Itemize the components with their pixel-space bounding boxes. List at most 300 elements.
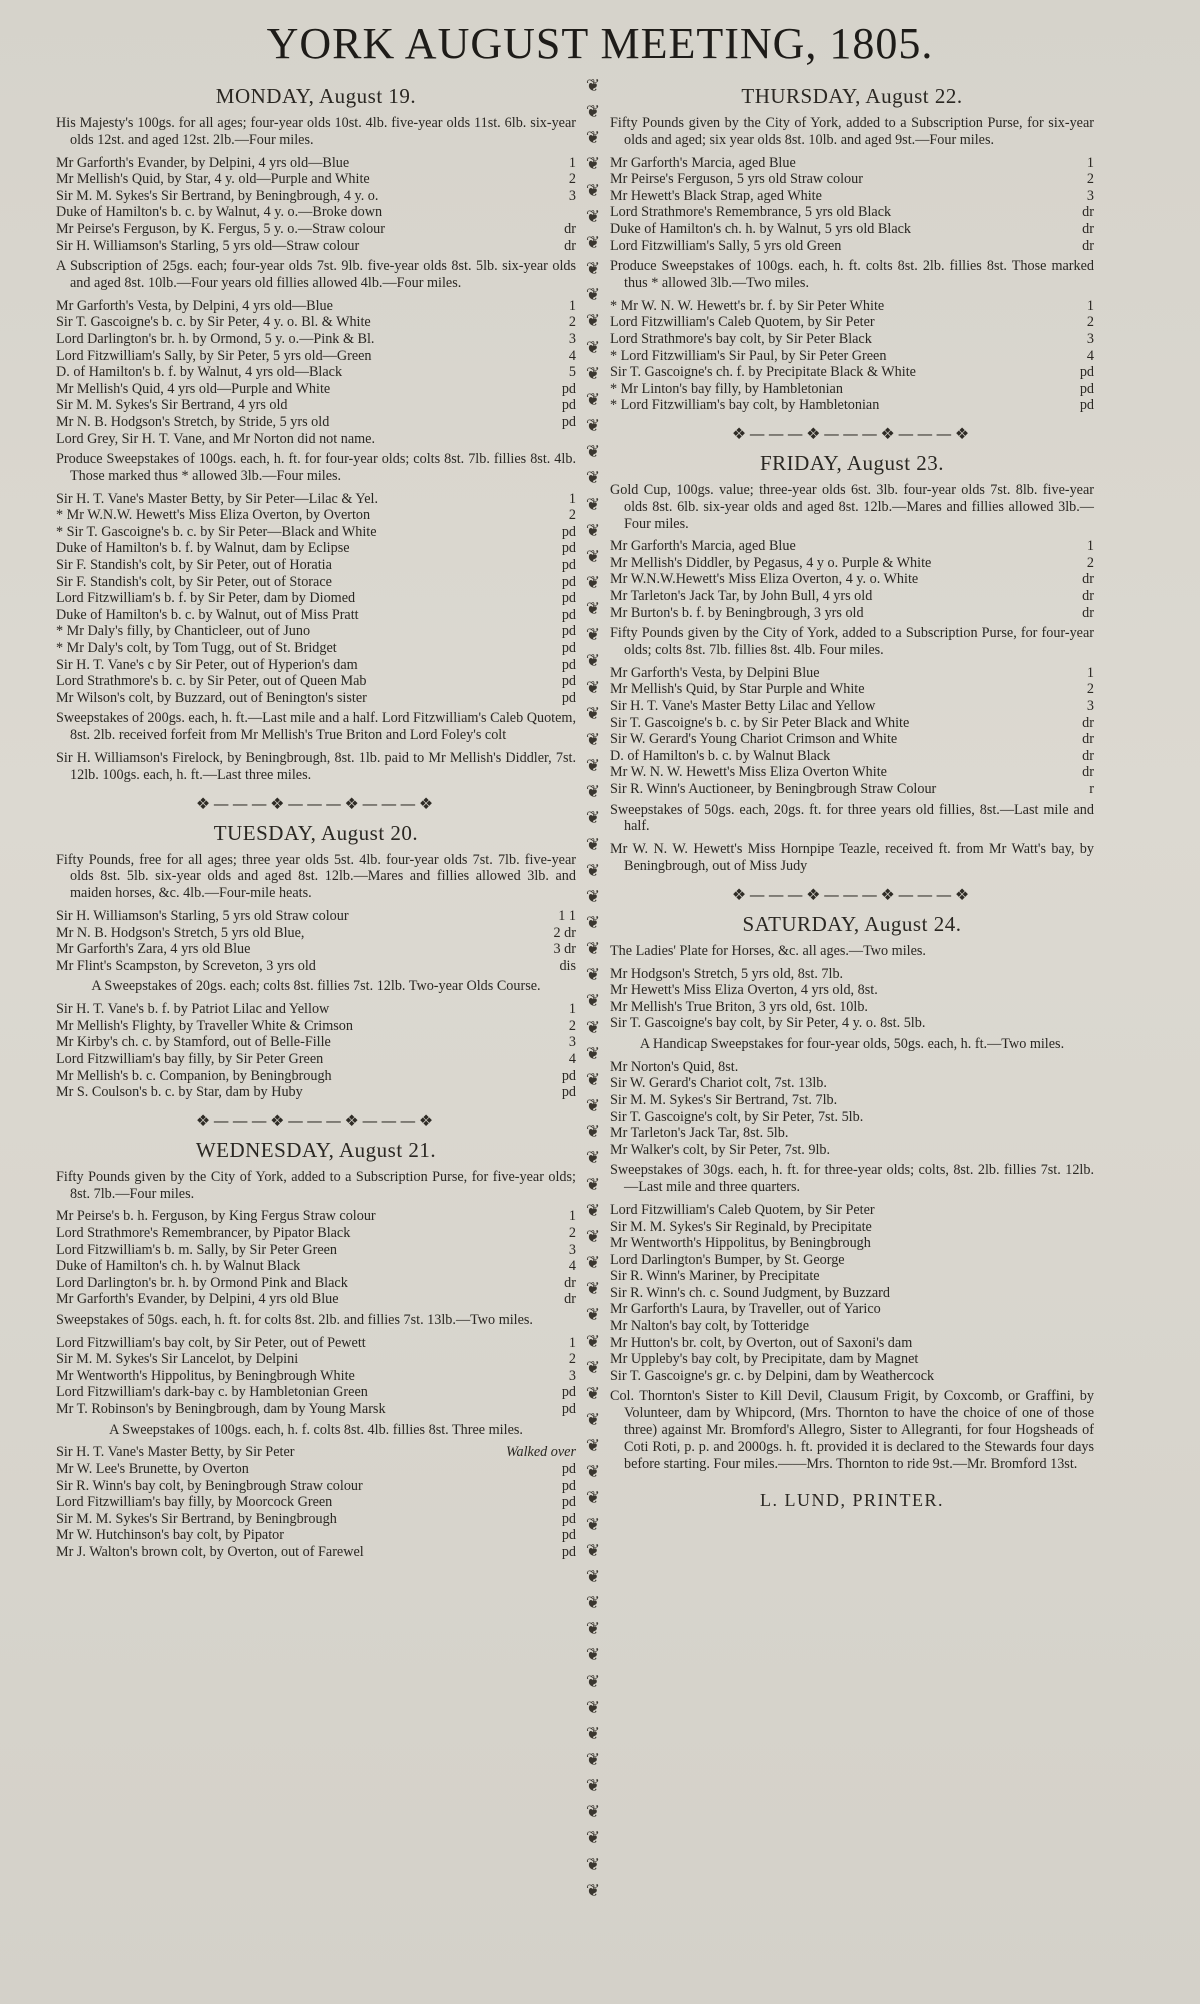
entry-row [610, 381, 1094, 398]
entry-text: Sir H. Williamson's Starling, 5 yrs old—Straw colour [56, 237, 360, 254]
entry-result: dr [1082, 731, 1094, 748]
entry-result: pd [561, 1527, 576, 1544]
entry-text: Sir T. Gascoigne's b. c. by Sir Peter, 4 y. o. Bl. & White [56, 314, 371, 331]
divider-ornament-icon: ❦ [585, 651, 601, 672]
entry-result [1066, 1351, 1094, 1368]
entry-row [56, 1401, 576, 1418]
entry-text: Mr W. N. W. Hewett's Miss Eliza Overton White [610, 764, 887, 781]
entry-row [610, 1219, 1094, 1236]
entry-row [56, 1051, 576, 1068]
entry-row [56, 640, 576, 657]
divider-ornament-icon: ❦ [585, 1514, 601, 1535]
entry-result: dr [564, 237, 576, 254]
entry-result: pd [561, 1461, 576, 1478]
entry-row [610, 538, 1094, 555]
divider-ornament-icon: ❦ [585, 913, 601, 933]
entry-result: 2 [568, 1224, 576, 1241]
entry-text: Mr N. B. Hodgson's Stretch, 5 yrs old Blue, [56, 924, 305, 941]
entry-row [56, 314, 576, 331]
divider-ornament-icon: ❦ [585, 520, 601, 541]
divider-ornament-icon: ❦ [585, 494, 601, 515]
entry-text: Mr Peirse's b. h. Ferguson, by King Fergus Straw colour [56, 1208, 376, 1225]
entry-row [610, 1335, 1094, 1352]
entry-row [56, 690, 576, 707]
race-conditions: Fifty Pounds, free for all ages; three year olds 5st. 4lb. four-year olds 7st. 7lb. five-year olds 8st. 5lb. six-year olds and aged 8st. 12lb.—Mares and fillies allowed 3lb. and maiden horses, &c. 4lb.—Four-mile heats. [56, 851, 576, 902]
entry-text: Mr Garforth's Evander, by Delpini, 4 yrs old—Blue [56, 154, 350, 171]
entry-text: * Mr W.N.W. Hewett's Miss Eliza Overton, by Overton [56, 507, 371, 524]
entry-result: pd [561, 397, 576, 414]
entry-text: Sir M. M. Sykes's Sir Bertrand, 4 yrs old [56, 397, 288, 414]
entry-text: * Mr Linton's bay filly, by Hambletonian [610, 380, 843, 397]
divider-ornament-icon: ❦ [585, 1148, 601, 1169]
entry-list [610, 1059, 1094, 1159]
entry-row [610, 188, 1094, 205]
divider-ornament-icon: ❦ [585, 363, 601, 384]
entry-list [56, 1001, 576, 1101]
entry-result [548, 431, 576, 448]
entry-result: 3 [1086, 698, 1094, 715]
entry-row [610, 1059, 1094, 1076]
divider-ornament-icon: ❦ [585, 1409, 601, 1430]
entry-result: dr [564, 220, 576, 237]
entry-row [610, 204, 1094, 221]
entry-text: Lord Darlington's Bumper, by St. George [610, 1251, 845, 1268]
entry-row [610, 171, 1094, 188]
entry-result: 1 [568, 1334, 576, 1351]
entry-text: D. of Hamilton's b. c. by Walnut Black [610, 747, 831, 764]
entry-text: Lord Fitzwilliam's bay filly, by Moorcock Green [56, 1494, 333, 1511]
entry-text: Sir M. M. Sykes's Sir Bertrand, 7st. 7lb. [610, 1091, 838, 1108]
entry-text: Sir R. Winn's Mariner, by Precipitate [610, 1268, 820, 1285]
entry-result: 3 [568, 1241, 576, 1258]
entry-text: Sir W. Gerard's Young Chariot Crimson and White [610, 731, 898, 748]
divider-ornament-icon: ❦ [585, 965, 601, 986]
entry-row [56, 298, 576, 315]
entry-row [56, 1478, 576, 1495]
divider-ornament-icon: ❦ [585, 468, 601, 489]
entry-result: pd [561, 1067, 576, 1084]
entry-result: dr [1082, 747, 1094, 764]
entry-row [610, 364, 1094, 381]
entry-text: Duke of Hamilton's b. f. by Walnut, dam by Eclipse [56, 540, 350, 557]
entry-row [56, 1242, 576, 1259]
entry-row [56, 524, 576, 541]
entry-result: pd [561, 656, 576, 673]
entry-row [56, 491, 576, 508]
entry-result: 2 [568, 314, 576, 331]
entry-row [56, 657, 576, 674]
entry-result: dr [1082, 588, 1094, 605]
entry-list [610, 1202, 1094, 1385]
entry-result: 5 [568, 364, 576, 381]
entry-row [56, 507, 576, 524]
divider-ornament-icon: ❦ [585, 337, 601, 358]
entry-result [1066, 966, 1094, 983]
entry-row [610, 1268, 1094, 1285]
race-conditions: Sweepstakes of 50gs. each, h. ft. for colts 8st. 2lb. and fillies 7st. 13lb.—Two miles. [56, 1311, 533, 1328]
entry-text: Mr Hodgson's Stretch, 5 yrs old, 8st. 7lb. [610, 965, 844, 982]
entry-row [610, 698, 1094, 715]
entry-row [610, 1351, 1094, 1368]
entry-result [1066, 1202, 1094, 1219]
entry-result: pd [561, 540, 576, 557]
entry-text: * Mr W. N. W. Hewett's br. f. by Sir Peter White [610, 297, 885, 314]
entry-row [56, 1335, 576, 1352]
entry-row [610, 681, 1094, 698]
printer-imprint: L. LUND, PRINTER. [760, 1490, 944, 1511]
divider-ornament-icon: ❦ [585, 1619, 601, 1640]
divider-ornament-icon: ❦ [585, 1096, 601, 1117]
entry-list [56, 908, 576, 974]
entry-result [1066, 1368, 1094, 1385]
entry-row [56, 673, 576, 690]
entry-text: Sir H. T. Vane's Master Betty Lilac and Yellow [610, 698, 876, 715]
entry-result [1066, 1219, 1094, 1236]
entry-text: Mr Mellish's Quid, by Star Purple and White [610, 681, 865, 698]
entry-text: Mr Kirby's ch. c. by Stamford, out of Belle-Fille [56, 1034, 331, 1051]
entry-list [610, 298, 1094, 414]
entry-result: 2 [568, 171, 576, 188]
race-conditions: Fifty Pounds given by the City of York, added to a Subscription Purse, for five-year olds; 8st. 7lb.—Four miles. [56, 1168, 576, 1202]
entry-row [610, 665, 1094, 682]
entry-row [610, 982, 1094, 999]
entry-text: Mr Uppleby's bay colt, by Precipitate, dam by Magnet [610, 1351, 919, 1368]
left-column [56, 78, 576, 1561]
entry-result: dr [1082, 571, 1094, 588]
column-divider [582, 78, 604, 1900]
right-column [610, 78, 1094, 1511]
entry-text: Sir M. M. Sykes's Sir Lancelot, by Delpini [56, 1351, 299, 1368]
race-conditions: A Sweepstakes of 100gs. each, h. f. colts 8st. 4lb. fillies 8st. Three miles. [109, 1421, 523, 1438]
entry-row [56, 1275, 576, 1292]
entry-row [610, 1075, 1094, 1092]
divider-ornament-icon: ❦ [585, 939, 601, 960]
section-ornament: ❖———❖———❖———❖ [195, 793, 437, 813]
entry-result: pd [561, 640, 576, 657]
entry-row [56, 414, 576, 431]
divider-ornament-icon: ❦ [585, 1043, 601, 1064]
entry-list [56, 1444, 576, 1560]
divider-ornament-icon: ❦ [585, 1069, 601, 1090]
entry-row [56, 188, 576, 205]
entry-text: Lord Fitzwilliam's Sally, 5 yrs old Green [610, 237, 842, 254]
entry-text: Mr Mellish's True Briton, 3 yrs old, 6st. 10lb. [610, 998, 868, 1015]
day-heading-thursday: THURSDAY, August 22. [741, 84, 963, 108]
entry-result: pd [561, 1477, 576, 1494]
entry-text: Mr W. Hutchinson's bay colt, by Pipator [56, 1527, 284, 1544]
divider-ornament-icon: ❦ [585, 1828, 601, 1849]
race-note: Sir H. Williamson's Firelock, by Beningbrough, 8st. 1lb. paid to Mr Mellish's Diddler, 7st. 12lb. 100gs. each, h. ft.—Last three miles. [56, 750, 576, 783]
entry-text: Sir M. M. Sykes's Sir Bertrand, by Beningbrough [56, 1510, 337, 1527]
entry-text: Lord Darlington's br. h. by Ormond Pink and Black [56, 1274, 348, 1291]
entry-text: Sir H. T. Vane's c by Sir Peter, out of Hyperion's dam [56, 656, 358, 673]
entry-row [610, 781, 1094, 798]
entry-result [1066, 1268, 1094, 1285]
entry-result: dr [1082, 237, 1094, 254]
entry-row [56, 908, 576, 925]
divider-ornament-icon: ❦ [585, 782, 601, 803]
entry-row [56, 925, 576, 942]
entry-text: Lord Fitzwilliam's dark-bay c. by Hambletonian Green [56, 1384, 368, 1401]
divider-ornament-icon: ❦ [585, 285, 601, 306]
divider-ornament-icon: ❦ [585, 625, 601, 646]
entry-result: 3 [1086, 187, 1094, 204]
divider-ornament-icon: ❦ [585, 1566, 601, 1587]
divider-ornament-icon: ❦ [585, 1305, 601, 1326]
entry-row [610, 331, 1094, 348]
entry-text: Sir M. M. Sykes's Sir Bertrand, by Beningbrough, 4 y. o. [56, 187, 379, 204]
entry-text: Sir R. Winn's ch. c. Sound Judgment, by Buzzard [610, 1284, 890, 1301]
entry-row [56, 171, 576, 188]
entry-result [1066, 1318, 1094, 1335]
day-heading-saturday: SATURDAY, August 24. [742, 911, 962, 936]
divider-ornament-icon: ❦ [585, 1436, 601, 1457]
divider-ornament-icon: ❦ [585, 599, 601, 620]
entry-result: dr [1082, 220, 1094, 237]
entry-list [56, 1208, 576, 1308]
entry-text: Duke of Hamilton's ch. h. by Walnut Black [56, 1258, 301, 1275]
entry-result [1066, 1285, 1094, 1302]
entry-text: Sir T. Gascoigne's ch. f. by Precipitate Black & White [610, 364, 916, 381]
divider-ornament-icon: ❦ [585, 1462, 601, 1483]
entry-text: Mr Peirse's Ferguson, 5 yrs old Straw colour [610, 171, 863, 188]
entry-row [56, 1084, 576, 1101]
entry-row [56, 431, 576, 448]
entry-result: 2 [1086, 554, 1094, 571]
entry-text: Lord Fitzwilliam's Caleb Quotem, by Sir Peter [610, 314, 875, 331]
entry-result: pd [561, 1384, 576, 1401]
entry-row [610, 1368, 1094, 1385]
entry-row [56, 1384, 576, 1401]
entry-row [610, 314, 1094, 331]
race-note: Mr W. N. W. Hewett's Miss Hornpipe Teazle, received ft. from Mr Watt's bay, by Beningbrough, out of Miss Judy [610, 841, 1094, 874]
entry-result: pd [561, 1084, 576, 1101]
entry-text: Mr Mellish's Quid, by Star, 4 y. old—Purple and White [56, 171, 370, 188]
entry-row [56, 1444, 576, 1461]
entry-text: Mr Burton's b. f. by Beningbrough, 3 yrs old [610, 604, 864, 621]
entry-row [610, 571, 1094, 588]
entry-row [56, 1034, 576, 1051]
day-heading-friday: FRIDAY, August 23. [759, 450, 945, 475]
entry-result: pd [1079, 380, 1094, 397]
entry-row [610, 1318, 1094, 1335]
entry-text: Sir M. M. Sykes's Sir Reginald, by Precipitate [610, 1218, 872, 1235]
entry-result: pd [561, 1401, 576, 1418]
entry-list [56, 491, 576, 707]
entry-text: Sir H. T. Vane's Master Betty, by Sir Peter [56, 1444, 295, 1461]
entry-text: * Lord Fitzwilliam's bay colt, by Hambletonian [610, 397, 880, 414]
entry-row [56, 1225, 576, 1242]
entry-text: Mr Garforth's Laura, by Traveller, out of Yarico [610, 1301, 881, 1318]
entry-row [610, 748, 1094, 765]
divider-ornament-icon: ❦ [585, 1802, 601, 1823]
entry-text: Sir H. T. Vane's b. f. by Patriot Lilac and Yellow [56, 1001, 330, 1018]
entry-text: Lord Strathmore's bay colt, by Sir Peter Black [610, 330, 872, 347]
divider-ornament-icon: ❦ [585, 1488, 601, 1509]
entry-result: 3 [568, 187, 576, 204]
entry-row [56, 623, 576, 640]
match-note: Col. Thornton's Sister to Kill Devil, Clausum Frigit, by Coxcomb, or Graffini, by Volunteer, dam by Whipcord, (Mrs. Thornton to have the choice of one of those three) against Mr. Bromford's Allegro, Sister to Allegranti, for four Hogsheads of Coti Roti, p. p. and 2000gs. h. ft. provided it is declared to the Stewards four days before starting. Four miles.——Mrs. Thornton to ride 9st.—Mr. Bromford 13st. [610, 1388, 1094, 1472]
entry-text: Mr S. Coulson's b. c. by Star, dam by Huby [56, 1084, 303, 1101]
entry-result: pd [561, 623, 576, 640]
race-conditions: Produce Sweepstakes of 100gs. each, h. ft. for four-year olds; colts 8st. 7lb. fillies 8st. 4lb. Those marked thus * allowed 3lb.—Four miles. [56, 451, 576, 484]
entry-result: 3 [568, 1034, 576, 1051]
divider-ornament-icon: ❦ [585, 389, 601, 410]
entry-text: Mr Peirse's Ferguson, by K. Fergus, 5 y. o.—Straw colour [56, 220, 385, 237]
entry-text: * Lord Fitzwilliam's Sir Paul, by Sir Peter Green [610, 347, 887, 364]
entry-result [1066, 1125, 1094, 1142]
section-ornament: ❖———❖———❖———❖ [731, 423, 973, 443]
divider-ornament-icon: ❦ [585, 1383, 601, 1404]
entry-result: r [1089, 781, 1094, 798]
entry-result: dr [1082, 204, 1094, 221]
divider-ornament-icon: ❦ [585, 1854, 601, 1875]
entry-text: Sir W. Gerard's Chariot colt, 7st. 13lb. [610, 1075, 827, 1092]
entry-row [610, 155, 1094, 172]
entry-row [610, 397, 1094, 414]
entry-row [56, 540, 576, 557]
entry-list [56, 1335, 576, 1418]
entry-text: Sir F. Standish's colt, by Sir Peter, out of Storace [56, 573, 332, 590]
entry-result: pd [561, 523, 576, 540]
divider-ornament-icon: ❦ [585, 1750, 601, 1770]
day-heading-wednesday: WEDNESDAY, August 21. [195, 1137, 437, 1162]
divider-ornament-icon: ❦ [585, 756, 601, 777]
entry-text: Mr Mellish's Diddler, by Pegasus, 4 y o. Purple & White [610, 554, 932, 571]
divider-ornament-icon: ❦ [585, 572, 601, 593]
entry-text: Duke of Hamilton's ch. h. by Walnut, 5 yrs old Black [610, 220, 912, 237]
entry-text: Sir F. Standish's colt, by Sir Peter, out of Horatia [56, 557, 332, 574]
divider-ornament-icon: ❦ [585, 1331, 601, 1352]
entry-result [1066, 1142, 1094, 1159]
entry-list [610, 966, 1094, 1032]
entry-text: Sir T. Gascoigne's bay colt, by Sir Peter, 4 y. o. 8st. 5lb. [610, 1015, 926, 1032]
divider-ornament-icon: ❦ [585, 1200, 601, 1221]
entry-result: 2 [1086, 681, 1094, 698]
entry-row [56, 958, 576, 975]
entry-text: Sir T. Gascoigne's b. c. by Sir Peter Black and White [610, 714, 910, 731]
divider-ornament-icon: ❦ [585, 180, 601, 201]
entry-row [56, 574, 576, 591]
divider-ornament-icon: ❦ [585, 1723, 601, 1744]
entry-text: Mr Mellish's b. c. Companion, by Beningbrough [56, 1067, 332, 1084]
entry-text: Lord Strathmore's b. c. by Sir Peter, out of Queen Mab [56, 673, 367, 690]
divider-ornament-icon: ❦ [585, 1122, 601, 1143]
entry-row [56, 1208, 576, 1225]
entry-row [610, 1125, 1094, 1142]
entry-text: Mr Garforth's Vesta, by Delpini, 4 yrs old—Blue [56, 297, 333, 314]
divider-ornament-icon: ❦ [585, 102, 601, 123]
divider-ornament-icon: ❦ [585, 1593, 601, 1614]
divider-ornament-icon: ❦ [585, 1253, 601, 1274]
divider-ornament-icon: ❦ [585, 1174, 601, 1195]
entry-text: Sir T. Gascoigne's colt, by Sir Peter, 7st. 5lb. [610, 1108, 864, 1125]
divider-ornament-icon: ❦ [585, 1880, 601, 1901]
entry-list [56, 155, 576, 255]
entry-text: Mr Wentworth's Hippolitus, by Beningbrough White [56, 1367, 355, 1384]
entry-row [56, 1461, 576, 1478]
divider-ornament-icon: ❦ [585, 1776, 601, 1797]
entry-list [610, 538, 1094, 621]
entry-row [610, 1109, 1094, 1126]
divider-ornament-icon: ❦ [585, 1226, 601, 1247]
entry-text: Sir H. T. Vane's Master Betty, by Sir Peter—Lilac & Yel. [56, 490, 379, 507]
entry-text: Mr Norton's Quid, 8st. [610, 1058, 739, 1075]
entry-result [1066, 1235, 1094, 1252]
entry-result: 1 [1086, 664, 1094, 681]
entry-text: Mr Hewett's Black Strap, aged White [610, 187, 822, 204]
entry-result: 4 [568, 1050, 576, 1067]
entry-result: dr [1082, 604, 1094, 621]
entry-text: Mr Garforth's Zara, 4 yrs old Blue [56, 941, 251, 958]
entry-result: 2 dr [553, 924, 576, 941]
entry-text: Lord Fitzwilliam's bay filly, by Sir Peter Green [56, 1050, 324, 1067]
entry-result: 4 [1086, 347, 1094, 364]
entry-row [56, 1258, 576, 1275]
entry-result: pd [561, 413, 576, 430]
entry-result: pd [561, 1544, 576, 1560]
entry-result [1066, 1301, 1094, 1318]
entry-result: pd [561, 673, 576, 690]
entry-row [610, 966, 1094, 983]
entry-result: pd [561, 573, 576, 590]
entry-text: D. of Hamilton's b. f. by Walnut, 4 yrs old—Black [56, 364, 343, 381]
entry-text: Mr Nalton's bay colt, by Totteridge [610, 1318, 810, 1335]
race-conditions: A Subscription of 25gs. each; four-year olds 7st. 9lb. five-year olds 8st. 5lb. six-year olds and aged 8st. 10lb.—Four years old fillies allowed 4lb.—Four miles. [56, 258, 576, 291]
race-note: Sweepstakes of 200gs. each, h. ft.—Last mile and a half. Lord Fitzwilliam's Caleb Quotem, 8st. 2lb. received forfeit from Mr Mellish's True Briton and Lord Foley's colt [56, 710, 576, 744]
entry-result: 2 [1086, 314, 1094, 331]
entry-text: Mr Garforth's Marcia, aged Blue [610, 538, 796, 555]
race-conditions: Sweepstakes of 30gs. each, h. ft. for three-year olds; colts, 8st. 2lb. fillies 7st. 12lb.—Last mile and three quarters. [610, 1162, 1094, 1196]
divider-ornament-icon: ❦ [585, 546, 601, 567]
entry-row [610, 731, 1094, 748]
entry-text: Sir R. Winn's bay colt, by Beningbrough Straw colour [56, 1477, 363, 1494]
entry-result: 3 [568, 1367, 576, 1384]
divider-ornament-icon: ❦ [585, 1017, 601, 1038]
entry-row [56, 331, 576, 348]
entry-result [548, 204, 576, 221]
race-conditions: A Sweepstakes of 20gs. each; colts 8st. fillies 7st. 12lb. Two-year Olds Course. [91, 978, 541, 995]
divider-ornament-icon: ❦ [585, 834, 601, 855]
entry-text: Sir T. Gascoigne's gr. c. by Delpini, dam by Weathercock [610, 1367, 935, 1384]
entry-row [610, 555, 1094, 572]
entry-result: pd [561, 590, 576, 607]
entry-text: Mr Mellish's Flighty, by Traveller White & Crimson [56, 1017, 353, 1034]
entry-result: pd [561, 1510, 576, 1527]
entry-row [610, 1142, 1094, 1159]
divider-ornament-icon: ❦ [585, 886, 601, 907]
entry-result: 3 dr [553, 941, 576, 958]
entry-result: 1 [1086, 538, 1094, 555]
entry-row [56, 1068, 576, 1085]
entry-text: Mr Garforth's Marcia, aged Blue [610, 154, 796, 171]
entry-text: Mr Garforth's Evander, by Delpini, 4 yrs old Blue [56, 1291, 339, 1308]
race-conditions: Fifty Pounds given by the City of York, added to a Subscription Purse, for six-year olds and aged; six year olds 8st. 10lb. and aged 9st.—Four miles. [610, 115, 1094, 148]
divider-ornament-icon: ❦ [585, 1540, 601, 1561]
entry-row [56, 238, 576, 255]
entry-row [56, 590, 576, 607]
divider-ornament-icon: ❦ [585, 1671, 601, 1692]
entry-text: Lord Fitzwilliam's bay colt, by Sir Peter, out of Pewett [56, 1334, 366, 1351]
divider-ornament-icon: ❦ [585, 311, 601, 332]
entry-result: dr [564, 1274, 576, 1291]
entry-text: Lord Fitzwilliam's b. m. Sally, by Sir Peter Green [56, 1241, 338, 1258]
entry-row [56, 155, 576, 172]
divider-ornament-icon: ❦ [585, 154, 601, 175]
entry-row [56, 1018, 576, 1035]
entry-row [56, 381, 576, 398]
entry-result: pd [561, 689, 576, 706]
